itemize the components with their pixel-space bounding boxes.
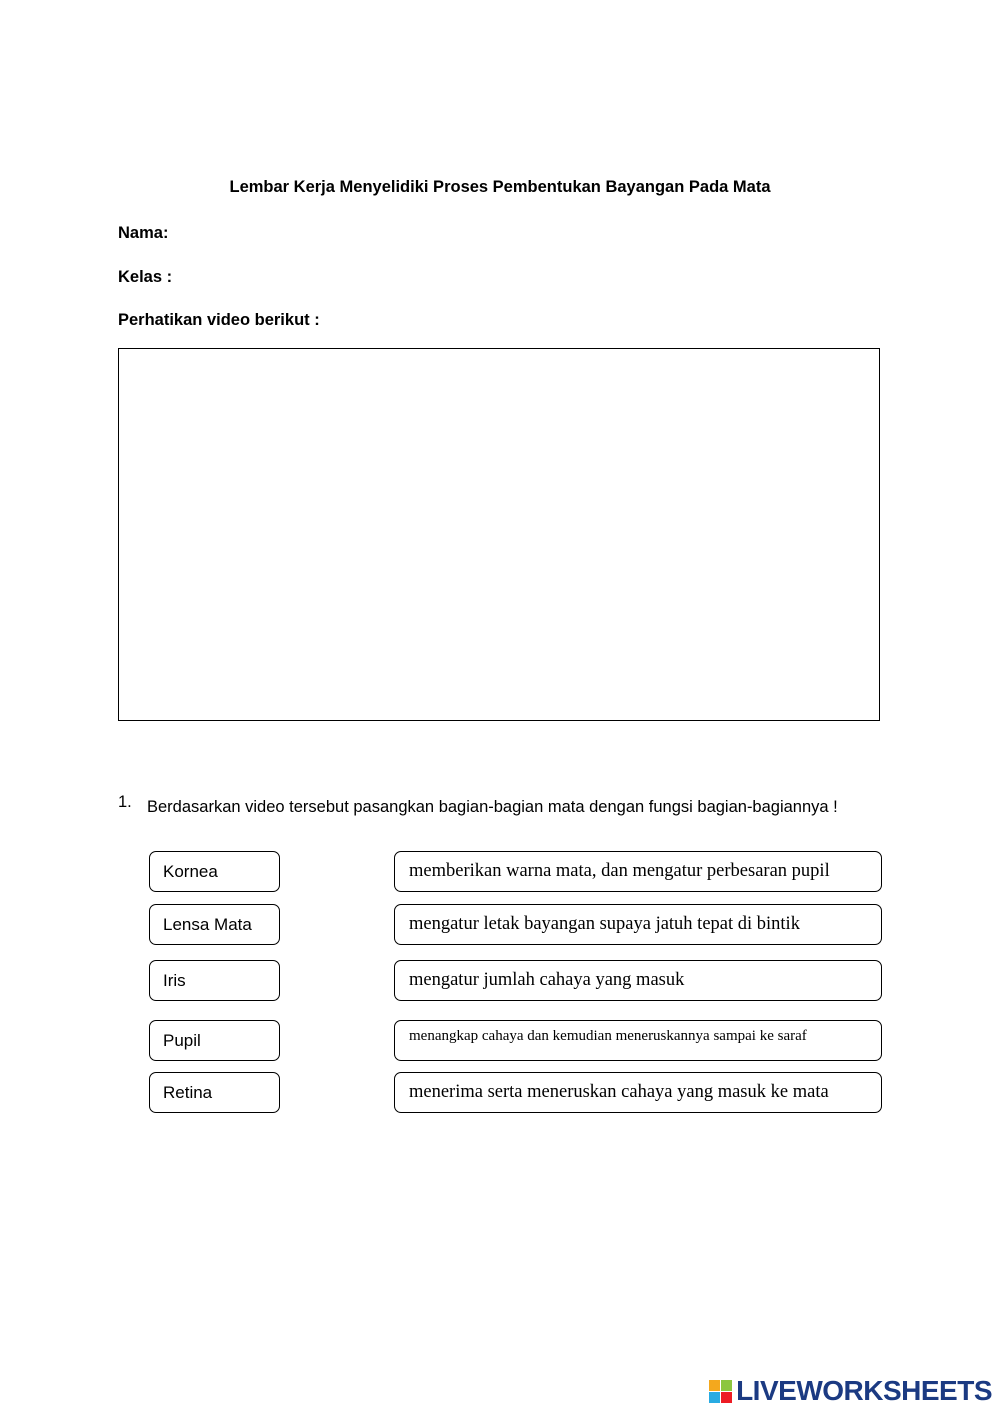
function-box[interactable] [394,1072,882,1113]
worksheet-title: Lembar Kerja Menyelidiki Proses Pembentukan Bayangan Pada Mata [229,178,771,196]
function-label: mengatur letak bayangan supaya jatuh tepat di bintik [409,914,800,934]
function-label: memberikan warna mata, dan mengatur perbesaran pupil [409,861,830,881]
question-number: 1. [118,793,132,811]
kelas-label: Kelas : [118,268,173,286]
part-box-retina[interactable] [149,1072,280,1113]
function-box[interactable] [394,904,882,945]
nama-label: Nama: [118,224,169,242]
function-box[interactable] [394,960,882,1001]
part-label: Lensa Mata [163,914,252,934]
part-label: Kornea [163,861,218,881]
function-label: menerima serta meneruskan cahaya yang masuk ke mata [409,1082,829,1102]
logo-text: LIVEWORKSHEETS [736,1375,992,1406]
question-text: Berdasarkan video tersebut pasangkan bagian-bagian mata dengan fungsi bagian-bagiannya ! [147,798,838,816]
function-label: menangkap cahaya dan kemudian meneruskannya sampai ke saraf [409,1028,807,1044]
part-box-lensa-mata[interactable] [149,904,280,945]
part-box-kornea[interactable] [149,851,280,892]
part-box-iris[interactable] [149,960,280,1001]
logo-mark-icon [709,1380,732,1403]
part-label: Retina [163,1082,213,1102]
part-box-pupil[interactable] [149,1020,280,1061]
video-placeholder[interactable] [118,348,880,721]
function-box[interactable] [394,851,882,892]
part-label: Pupil [163,1030,201,1050]
liveworksheets-logo [709,1375,992,1407]
function-box[interactable] [394,1020,882,1061]
function-label: mengatur jumlah cahaya yang masuk [409,970,685,990]
part-label: Iris [163,970,186,990]
instruction-text: Perhatikan video berikut : [118,311,320,329]
